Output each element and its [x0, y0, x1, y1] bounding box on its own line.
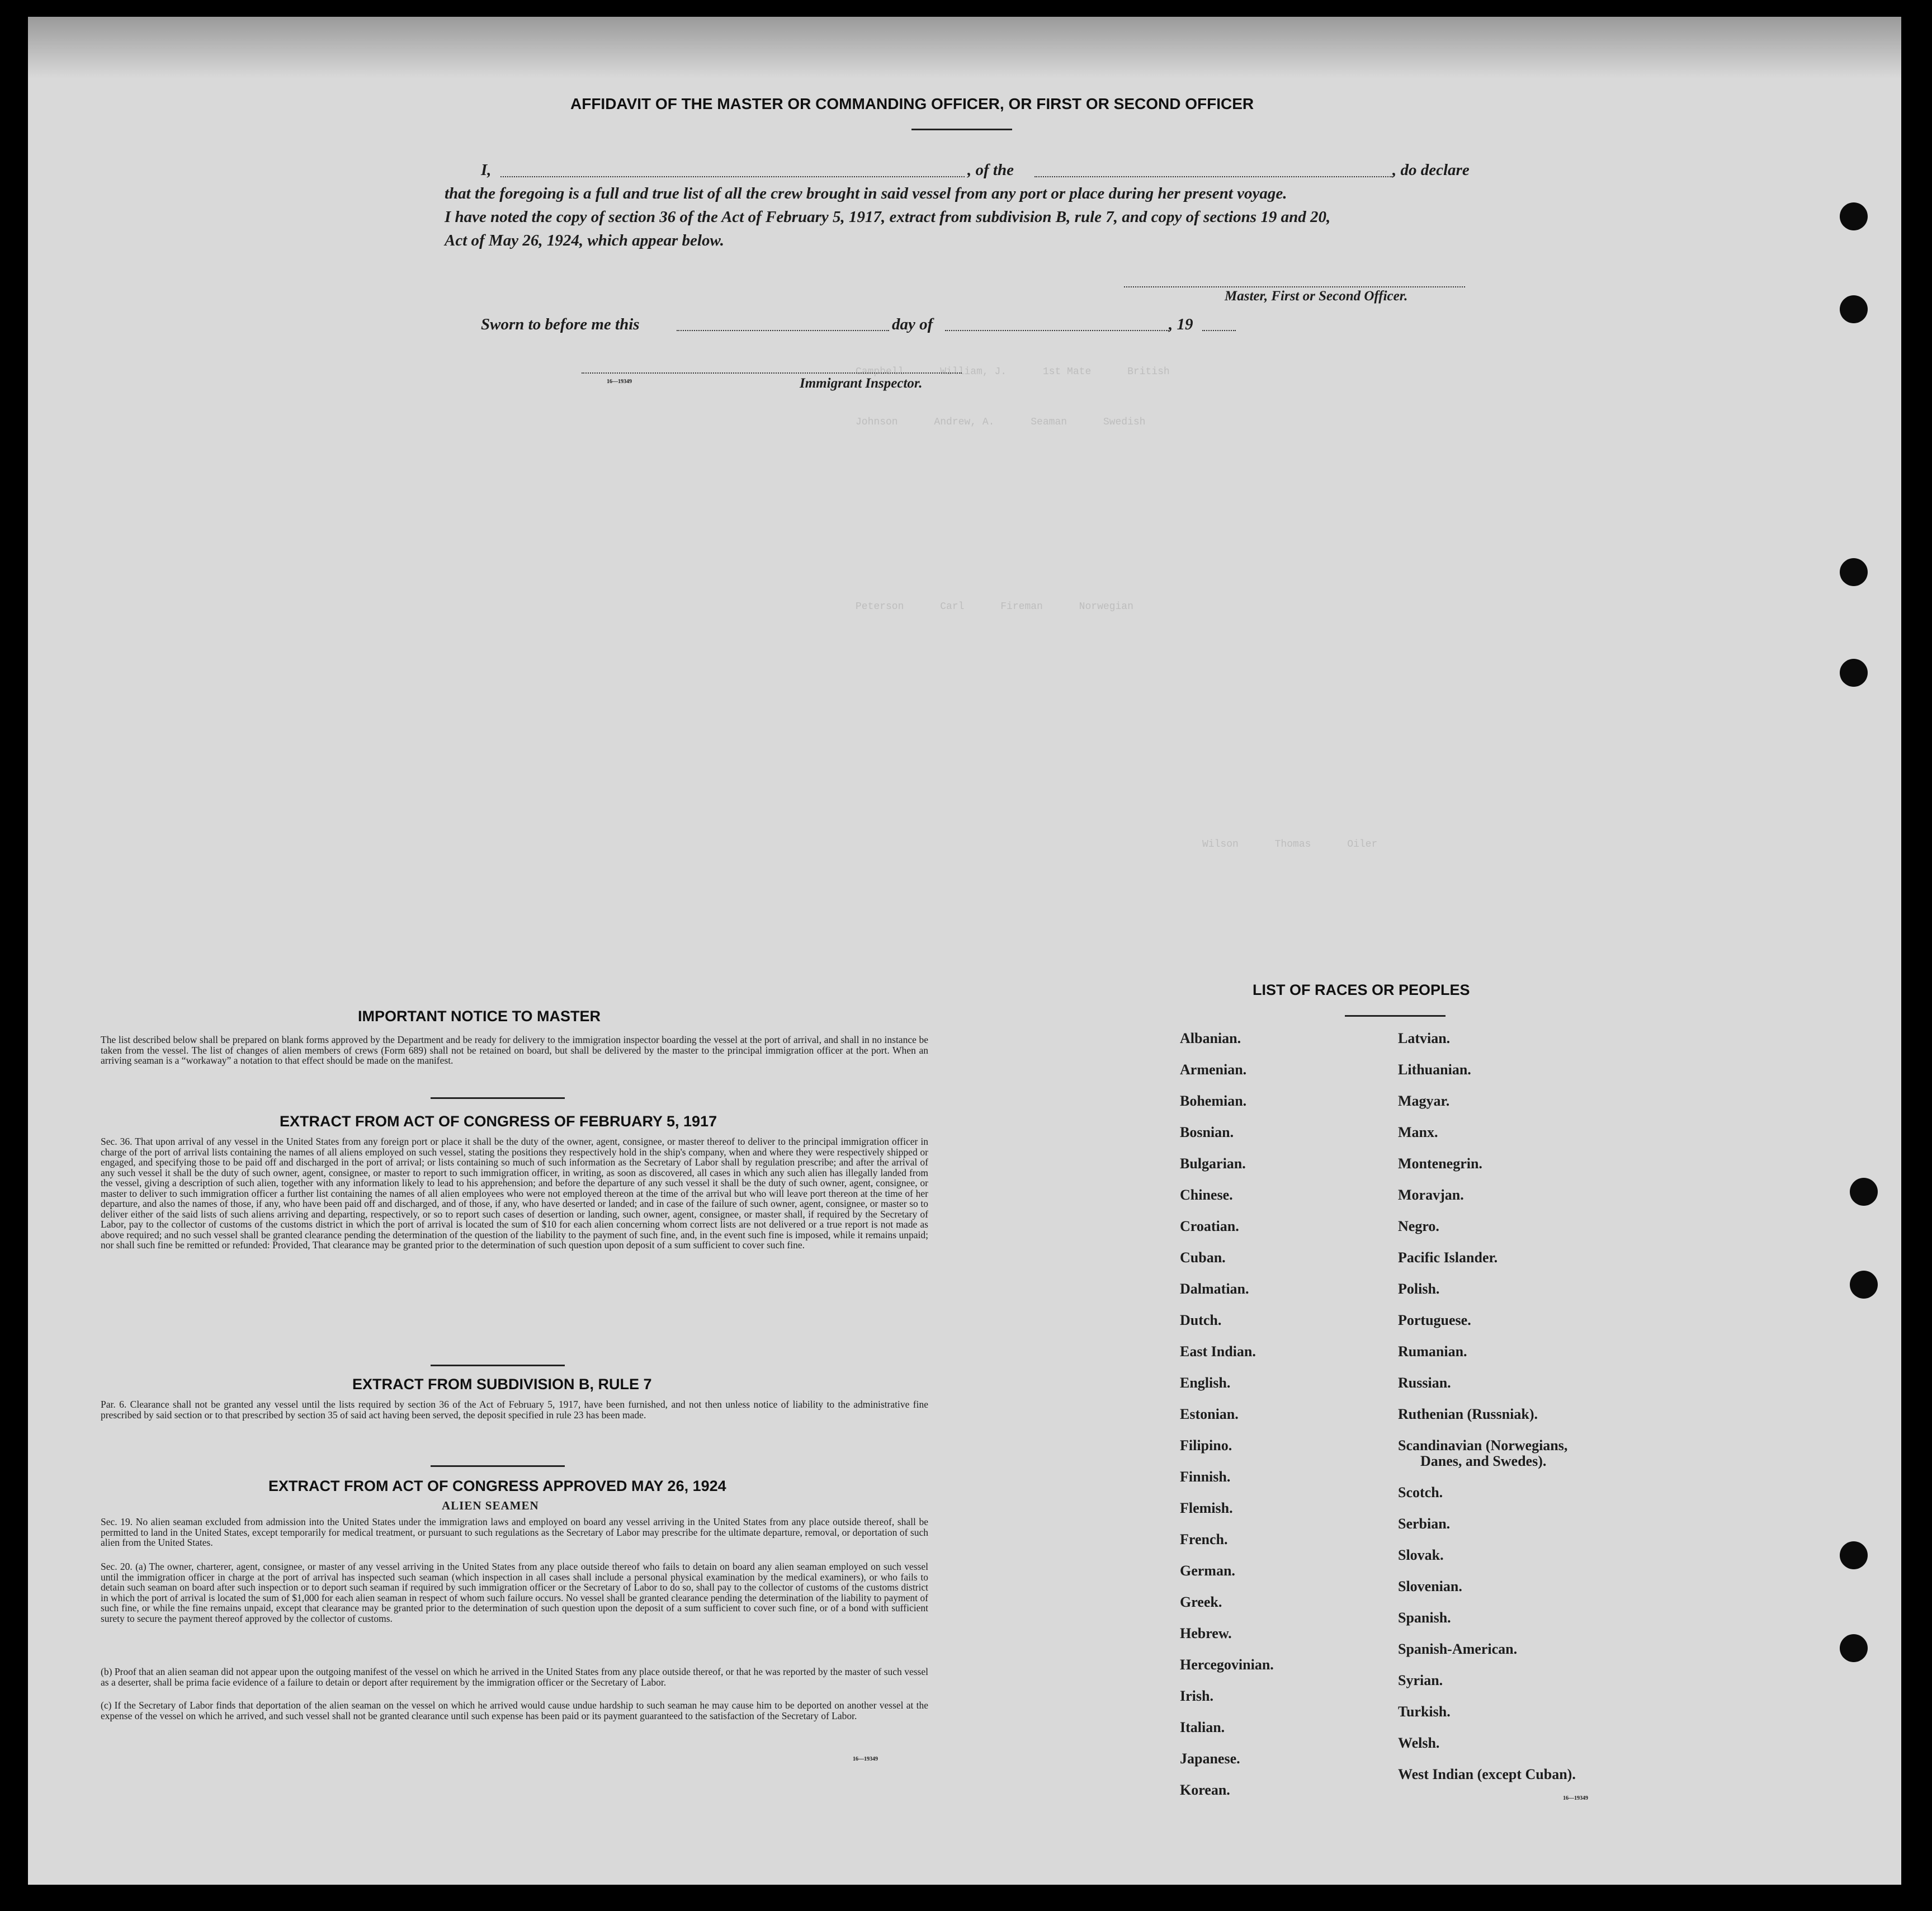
- race-item: Moravjan.: [1398, 1187, 1464, 1203]
- section-divider: [431, 1365, 565, 1366]
- race-item: Hebrew.: [1180, 1625, 1232, 1641]
- sec-20a-text: Sec. 20. (a) The owner, charterer, agent, consignee, or master of any vessel arriving in the United States from any place outside thereof who fails to detain on board any alien seaman employed on such vessel until the immigration officer in charge at the port of arrival has inspected such seaman (which inspection in all cases shall include a personal physical examination by the medical examiners), or who fails to detain such seaman on board after such inspection or to deport such seaman if required by such immigration officer or the Secretary of Labor to do so, shall pay to the collector of customs of the customs district in which the port of arrival is located the sum of $1,000 for each alien seaman in respect of whom such failure occurs. No vessel shall be granted clearance pending the determination of the liability to payment of such fine, or while the fine remains unpaid, except that clearance may be granted prior to the determination of such question upon the deposit of a sum sufficient to cover such fine, or of a bond with sufficient surety to secure the payment thereof approved by the collector of customs.: [101, 1561, 928, 1624]
- rule7-title: EXTRACT FROM SUBDIVISION B, RULE 7: [352, 1376, 652, 1393]
- race-item: Dalmatian.: [1180, 1281, 1249, 1297]
- extract-1917-text: Sec. 36. That upon arrival of any vessel in the United States from any foreign port or place it shall be the duty of the owner, agent, consignee, or master thereof to deliver to the principal immigration officer in charge of the port of arrival lists containing the names of all aliens employed on such vessel, stating the positions they respectively hold in the ship's company, when and where they were respectively shipped or engaged, and specifying those to be paid off and discharged in the port of arrival; or lists containing so much of such information as the Secretary of Labor shall by regulation prescribe; and after the arrival of any such vessel it shall be the duty of such owner, agent, consignee, or master to report to such immigration officer, in writing, as soon as discovered, all cases in which any such alien has illegally landed from the vessel, giving a description of such alien, together with any information likely to lead to his apprehension; and before the departure of any such vessel it shall be the duty of such owner, agent, consignee, or master to deliver to such immigration officer a further list containing the names of all alien employees who were not employed thereon at the time of the arrival but who will leave port thereon at the time of her departure, and also the names of those, if any, who have been paid off and discharged, and of those, if any, who have deserted or landed; and in case of the failure of such owner, agent, consignee, or master so to deliver either of the said lists of such aliens arriving and departing, respectively, or so to report such cases of desertion or landing, such owner, agent, consignee, or master shall, if required by the Secretary of Labor, pay to the collector of customs of the customs district in which the port of arrival is located the sum of $10 for each alien concerning whom correct lists are not delivered or a true report is not made as above required; and no such vessel shall be granted clearance pending the determination of the question of the liability to the payment of such fine, and, in the event such fine is imposed, while it remains unpaid; nor shall such fine be remitted or refunded: Provided, That clearance may be granted prior to the determination of such question upon deposit of a sum sufficient to cover such fine.: [101, 1136, 928, 1251]
- race-item: Ruthenian (Russniak).: [1398, 1406, 1538, 1422]
- race-item: Serbian.: [1398, 1516, 1451, 1532]
- alien-seamen-subtitle: ALIEN SEAMEN: [442, 1499, 539, 1512]
- binder-hole: [1840, 1634, 1868, 1662]
- race-item: German.: [1180, 1563, 1235, 1579]
- sworn-day-blank[interactable]: [677, 330, 889, 331]
- sworn-month-blank[interactable]: [945, 330, 1169, 331]
- bleed-through-text: Johnson Andrew, A. Seaman Swedish: [856, 417, 1146, 428]
- race-item: Danes, and Swedes).: [1420, 1453, 1547, 1469]
- race-item: Slovenian.: [1398, 1578, 1462, 1594]
- race-item: Lithuanian.: [1398, 1061, 1471, 1078]
- affidavit-line-3: I have noted the copy of section 36 of the Act of February 5, 1917, extract from subdivision B, rule 7, and copy of sections 19 and 20,: [445, 208, 1331, 226]
- race-item: Scandinavian (Norwegians,: [1398, 1437, 1568, 1454]
- race-item: East Indian.: [1180, 1343, 1256, 1360]
- sworn-day-of: day of: [892, 315, 933, 333]
- race-item: Bosnian.: [1180, 1124, 1234, 1140]
- sec-19-text: Sec. 19. No alien seaman excluded from admission into the United States under the immigration laws and employed on board any vessel arriving in the United States from any place outside thereof, shall be permitted to land in the United States, except temporarily for medical treatment, or pursuant to such regulations as the Secretary of Labor may prescribe for the ultimate departure, removal, or deportation of such alien from the United States.: [101, 1516, 928, 1548]
- sworn-prefix: Sworn to before me this: [481, 315, 640, 333]
- inspector-signature-blank[interactable]: [582, 372, 962, 374]
- race-item: Negro.: [1398, 1218, 1439, 1234]
- notice-title: IMPORTANT NOTICE TO MASTER: [358, 1008, 601, 1025]
- race-item: Greek.: [1180, 1594, 1222, 1610]
- race-item: Polish.: [1398, 1281, 1440, 1297]
- races-column-2: [1398, 1030, 1576, 1797]
- master-signature-label: Master, First or Second Officer.: [1225, 289, 1408, 304]
- inspector-signature-label: Immigrant Inspector.: [800, 376, 923, 391]
- binder-hole: [1840, 1541, 1868, 1569]
- affidavit-do-declare: , do declare: [1392, 161, 1470, 179]
- binder-hole: [1840, 202, 1868, 230]
- race-item: Cuban.: [1180, 1249, 1226, 1266]
- extract-1917-title: EXTRACT FROM ACT OF CONGRESS OF FEBRUARY 5, 1917: [280, 1113, 717, 1130]
- race-item: Croatian.: [1180, 1218, 1239, 1234]
- race-item: West Indian (except Cuban).: [1398, 1766, 1576, 1782]
- race-item: Bulgarian.: [1180, 1155, 1246, 1172]
- binder-hole: [1840, 295, 1868, 323]
- notice-text: The list described below shall be prepared on blank forms approved by the Department and be ready for delivery to the immigration inspector boarding the vessel at the port of arrival, and shall in no instance be taken from the vessel. The list of changes of alien members of crews (Form 689) shall not be retained on board, but shall be delivered by the master to the principal immigration officer at the port. When an arriving seaman is a “workaway” a notation to that effect should be made on the manifest.: [101, 1034, 928, 1066]
- race-item: Finnish.: [1180, 1469, 1231, 1485]
- affidavit-of-the: , of the: [967, 161, 1014, 179]
- race-item: Estonian.: [1180, 1406, 1239, 1422]
- sworn-year-prefix: , 19: [1169, 315, 1193, 333]
- races-divider: [1345, 1015, 1446, 1017]
- sec-20c-text: (c) If the Secretary of Labor finds that deportation of the alien seaman on the vessel on which he arrived would cause undue hardship to such seaman he may cause him to be deported on another vessel at the expense of the vessel on which he arrived, and such vessel shall not be granted clearance until such expense has been paid or its payment guaranteed to the satisfaction of the Secretary of Labor.: [101, 1700, 928, 1721]
- race-item: Rumanian.: [1398, 1343, 1467, 1360]
- affidavit-title: AFFIDAVIT OF THE MASTER OR COMMANDING OFFICER, OR FIRST OR SECOND OFFICER: [570, 95, 1254, 112]
- race-item: Italian.: [1180, 1719, 1225, 1735]
- affidavit-i: I,: [481, 161, 492, 179]
- race-item: Korean.: [1180, 1782, 1230, 1798]
- bleed-through-text: Wilson Thomas Oiler: [1202, 839, 1378, 850]
- race-item: Russian.: [1398, 1375, 1451, 1391]
- race-item: French.: [1180, 1531, 1228, 1547]
- race-item: English.: [1180, 1375, 1231, 1391]
- races-column-1: [1180, 1030, 1274, 1813]
- extract-1924-title: EXTRACT FROM ACT OF CONGRESS APPROVED MAY 26, 1924: [268, 1478, 726, 1494]
- title-divider: [911, 129, 1012, 130]
- document-page: [28, 17, 1901, 1885]
- bleed-through-text: Peterson Carl Fireman Norwegian: [856, 601, 1133, 612]
- affidavit-line-4: Act of May 26, 1924, which appear below.: [445, 232, 724, 249]
- race-item: Spanish.: [1398, 1610, 1451, 1626]
- race-item: Pacific Islander.: [1398, 1249, 1498, 1266]
- race-item: Manx.: [1398, 1124, 1438, 1140]
- binder-hole: [1840, 558, 1868, 586]
- race-item: Welsh.: [1398, 1735, 1440, 1751]
- race-item: Syrian.: [1398, 1672, 1443, 1688]
- race-item: Turkish.: [1398, 1704, 1451, 1720]
- race-item: Japanese.: [1180, 1750, 1240, 1767]
- race-item: Irish.: [1180, 1688, 1213, 1704]
- sworn-year-blank[interactable]: [1202, 330, 1236, 331]
- sec-20b-text: (b) Proof that an alien seaman did not appear upon the outgoing manifest of the vessel on which he arrived in the United States from any place outside thereof, or that he was reported by the master of such vessel as a deserter, shall be prima facie evidence of a failure to detain or deport after requirement by the immigration officer or the Secretary of Labor.: [101, 1666, 928, 1688]
- form-number: 16—19349: [607, 379, 632, 385]
- race-item: Scotch.: [1398, 1484, 1443, 1501]
- form-number: 16—19349: [1563, 1795, 1588, 1801]
- binder-hole: [1850, 1178, 1878, 1206]
- race-item: Montenegrin.: [1398, 1155, 1482, 1172]
- affidavit-line-2: that the foregoing is a full and true list of all the crew brought in said vessel from any port or place during her present voyage.: [445, 185, 1287, 202]
- race-item: Armenian.: [1180, 1061, 1247, 1078]
- race-item: Bohemian.: [1180, 1093, 1247, 1109]
- vessel-name-blank[interactable]: [1035, 176, 1392, 177]
- race-item: Albanian.: [1180, 1030, 1241, 1046]
- race-item: Latvian.: [1398, 1030, 1451, 1046]
- race-item: Dutch.: [1180, 1312, 1222, 1328]
- section-divider: [431, 1465, 565, 1467]
- rule7-text: Par. 6. Clearance shall not be granted any vessel until the lists required by section 36 of the Act of February 5, 1917, have been furnished, and not then unless notice of liability to the administrative fine prescribed by said section or to that prescribed by section 35 of said act having been served, the deposit specified in rule 23 has been made.: [101, 1399, 928, 1421]
- scan-shadow: [28, 17, 1901, 78]
- bleed-through-text: Campbell William, J. 1st Mate British: [856, 366, 1170, 378]
- race-item: Flemish.: [1180, 1500, 1233, 1516]
- race-item: Spanish-American.: [1398, 1641, 1518, 1657]
- race-item: Portuguese.: [1398, 1312, 1471, 1328]
- race-item: Slovak.: [1398, 1547, 1444, 1563]
- form-number: 16—19349: [853, 1756, 878, 1762]
- race-item: Magyar.: [1398, 1093, 1450, 1109]
- master-signature-blank[interactable]: [1124, 286, 1465, 287]
- declarant-name-blank[interactable]: [500, 176, 965, 177]
- binder-hole: [1840, 659, 1868, 687]
- binder-hole: [1850, 1271, 1878, 1299]
- section-divider: [431, 1097, 565, 1099]
- race-item: Chinese.: [1180, 1187, 1233, 1203]
- races-title: LIST OF RACES OR PEOPLES: [1253, 982, 1470, 998]
- race-item: Hercegovinian.: [1180, 1657, 1274, 1673]
- race-item: Filipino.: [1180, 1437, 1232, 1454]
